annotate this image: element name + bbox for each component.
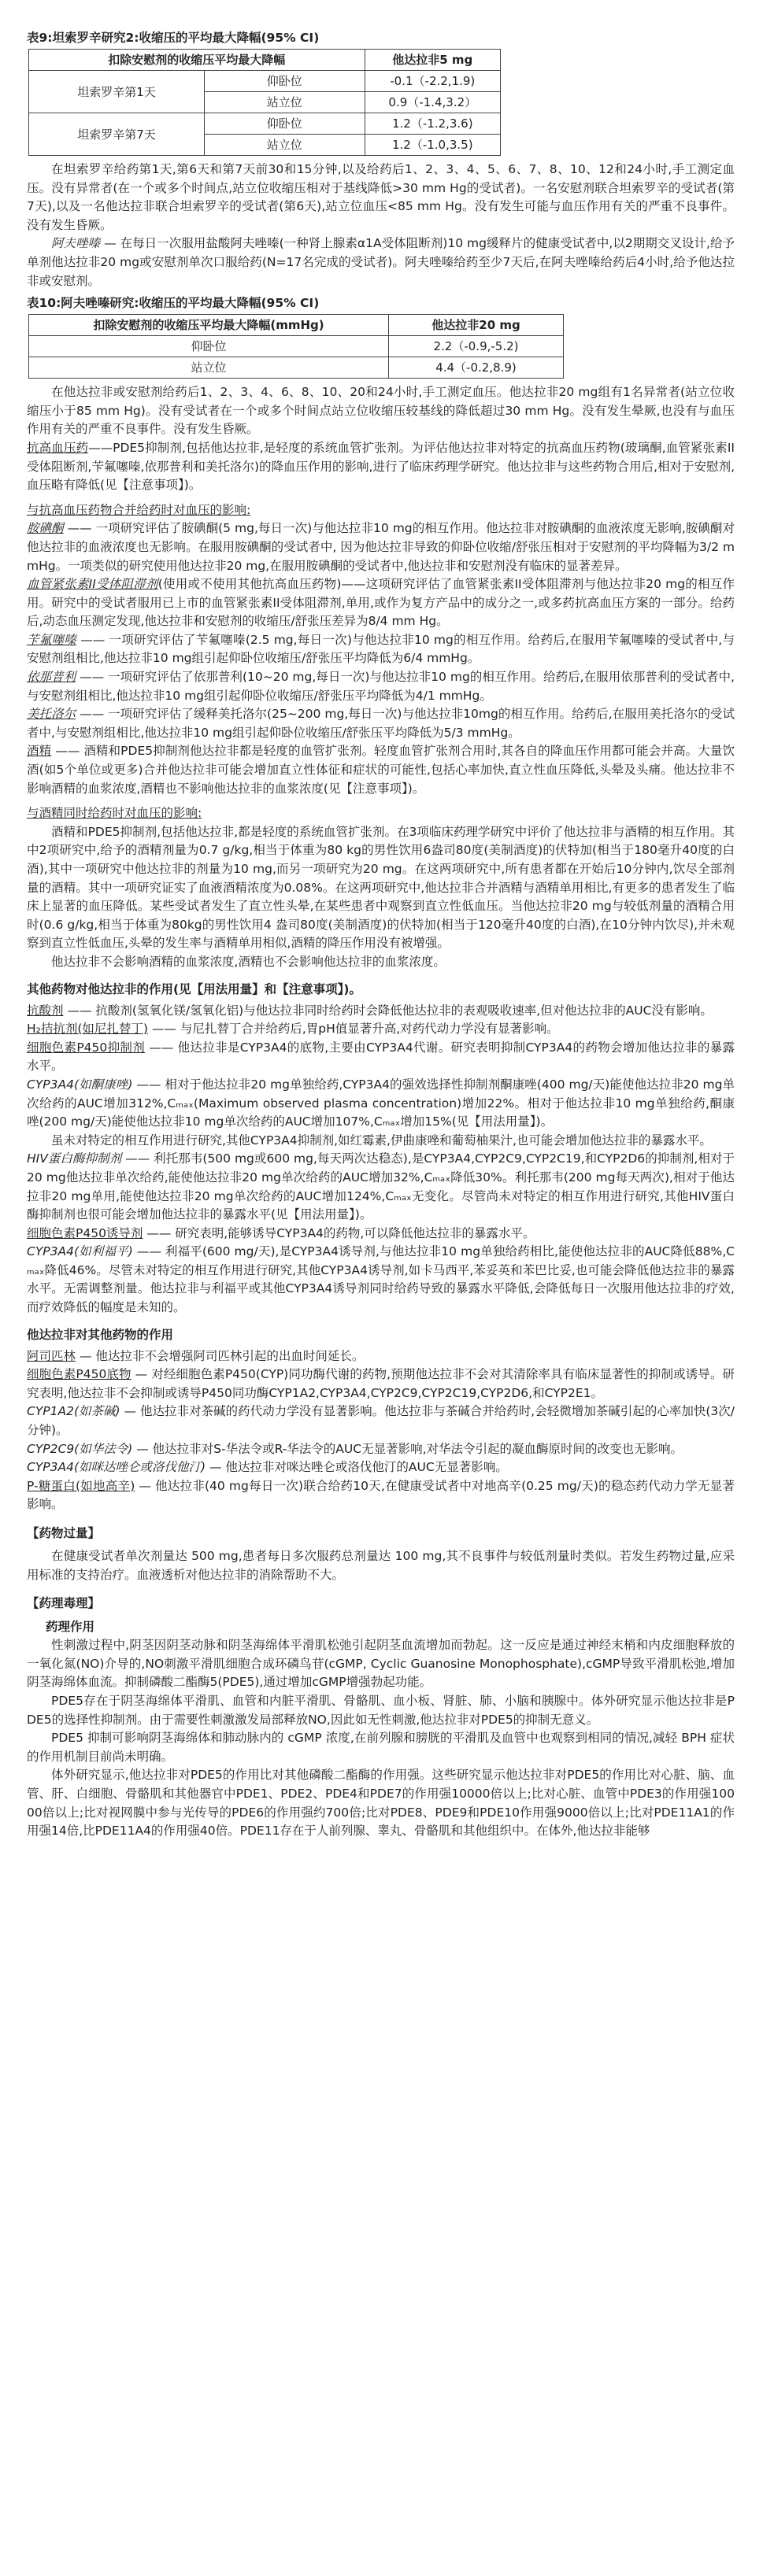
table10 xyxy=(28,314,564,379)
arb-label: 血管紧张素II受体阻滞剂 xyxy=(27,577,158,592)
cyp1a2-paragraph: CYP1A2(如茶碱) — 他达拉非对茶碱的药代动力学没有显著影响。他达拉非与茶碱合并给药时,会轻微增加茶碱引起的心率加快(3次/分钟)。 xyxy=(27,1404,735,1438)
bendrofluazide-label: 苄氟噻嗪 xyxy=(27,632,77,647)
table-row xyxy=(29,50,501,71)
table10-value: 4.4（-0.2,8.9) xyxy=(389,357,564,379)
rifampin-label: CYP3A4(如利福平) xyxy=(27,1244,133,1259)
pharmacology-paragraph-4: 体外研究显示,他达拉非对PDE5的作用比对其他磷酸二酯酶的作用强。这些研究显示他达拉非对PDE5的作用比对心脏、脑、血管、肝、白细胞、骨骼肌和其他器官中PDE1、PDE2、PDE4和PDE7的作用强10000倍以上;比对心脏、血管中PDE3的作用强10000倍以上;比对视网膜中参与光传导的PDE6的作用强约700倍;比对PDE8、PDE9和PDE10作用强9000倍以上;比对PDE11A1的作用强14倍,比PDE11A4的作用强40倍。PDE11存在于人前列腺、睾丸、骨骼肌和其他组织中。在体外,他达拉非能够 xyxy=(27,1768,735,1839)
table9-supine: 仰卧位 xyxy=(205,113,365,135)
table9 xyxy=(28,49,501,156)
table9-caption: 表9:坦索罗辛研究2:收缩压的平均最大降幅(95% CI) xyxy=(27,31,320,45)
alcohol-label: 酒精 xyxy=(27,744,52,759)
table10-value: 2.2（-0.9,-5.2) xyxy=(389,336,564,357)
bendrofluazide-paragraph: 苄氟噻嗪 —— 一项研究评估了苄氟噻嗪(2.5 mg,每日一次)与他达拉非10 mg的相互作用。给药后,在服用苄氟噻嗪的受试者中,与安慰剂组相比,他达拉非10 mg组引起仰卧位收缩压/舒张压平均降低为6/4 mmHg。 xyxy=(27,632,735,666)
cyp-inhibitor-paragraph-2: 虽未对特定的相互作用进行研究,其他CYP3A4抑制剂,如红霉素,伊曲康唑和葡萄柚果汁,也可能会增加他达拉非的暴露水平。 xyxy=(51,1133,712,1148)
cyp3a4-paragraph: CYP3A4(如咪达唑仑或洛伐他汀) — 他达拉非对咪达唑仑或洛伐他汀的AUC无显著影响。 xyxy=(27,1460,508,1475)
aspirin-paragraph: 阿司匹林 — 他达拉非不会增强阿司匹林引起的出血时间延长。 xyxy=(27,1348,365,1363)
antihypertensive-label: 抗高血压药 xyxy=(27,440,89,455)
antacid-label: 抗酸剂 xyxy=(27,1003,64,1018)
table9-standing: 站立位 xyxy=(205,92,365,113)
table9-header-2: 他达拉非5 mg xyxy=(365,50,500,71)
effects-heading: 他达拉非对其他药物的作用 xyxy=(27,1327,174,1342)
tamsulosin-paragraph: 在坦索罗辛给药第1天,第6天和第7天前30和15分钟,以及给药后1、2、3、4、5、6、7、8、10、12和24小时,手工测定血压。没有异常者(在一个或多个时间点,站立位收缩压相对于基线降低>30 mm Hg的受试者)。一名安慰剂联合坦索罗辛的受试者(第7天),以及一名他达拉非联合坦索罗辛的受试者(第6天),站立位血压<85 mm Hg。没有发生可能与血压作用有关的严重不良事件。没有发生昏厥。 xyxy=(27,162,735,232)
alcohol-paragraph-2: 酒精和PDE5抑制剂,包括他达拉非,都是轻度的系统血管扩张剂。在3项临床药理学研究中评价了他达拉非与酒精的相互作用。其中2项研究中,给予的酒精剂量为0.7 g/kg,相当于体重为80 kg的男性饮用6盎司80度(美制酒度)的伏特加(相当于180毫升40度的白酒),其中一项研究中他达拉非的剂量为10 mg,而另一项研究为20 mg。在这两项研究中,所有患者都在开始后10分钟内,饮尽全部剂量的酒精。其中一项研究证实了血液酒精浓度为0.08%。在这两项研究中,他达拉非合并酒精与酒精单用相比,有更多的患者发生了临床上显著的血压降低。某些受试者发生了直立性头晕,在某些患者中观察到直立性低血压。当他达拉非20 mg与较低剂量的酒精合用时(0.6 g/kg,相当于体重为80kg的男性饮用4 盎司80度(美制酒度)的伏特加(相当于120毫升40度的白酒),在10分钟内饮尽),并未观察到直立性低血压,头晕的发生率与酒精单用相似,酒精的降压作用没有被增强。 xyxy=(27,824,735,951)
pharmacology-subheading: 药理作用 xyxy=(46,1620,95,1635)
table10-caption: 表10:阿夫唑嗪研究:收缩压的平均最大降幅(95% CI) xyxy=(27,296,320,311)
arb-paragraph: 血管紧张素II受体阻滞剂(使用或不使用其他抗高血压药物)——这项研究评估了血管紧张素II受体阻滞剂与他达拉非20 mg的相互作用。研究中的受试者服用已上市的血管紧张素II受体阻滞剂,单用,或作为复方产品中的成分之一,或多药抗高血压方案的一部分。给药后,动态血压测定发现,他达拉非和安慰剂的收缩压/舒张压差异为8/4 mm Hg。 xyxy=(27,577,735,629)
table10-standing: 站立位 xyxy=(29,357,389,379)
table9-value: 0.9（-1.4,3.2） xyxy=(365,92,500,113)
cyp-inducer-label: 细胞色素P450诱导剂 xyxy=(27,1225,143,1240)
table10-supine: 仰卧位 xyxy=(29,336,389,357)
table9-standing: 站立位 xyxy=(205,135,365,156)
cyp1a2-label: CYP1A2(如茶碱) xyxy=(27,1404,120,1419)
hiv-label: HIV蛋白酶抑制剂 xyxy=(27,1151,122,1166)
table-row xyxy=(29,357,564,379)
other-drugs-heading: 其他药物对他达拉非的作用(见【用法用量】和【注意事项】)。 xyxy=(27,981,361,996)
alfuzosin-label: 阿夫唑嗪 xyxy=(51,236,101,251)
table-row xyxy=(29,71,501,92)
ketoconazole-label: CYP3A4(如酮康唑) xyxy=(27,1077,133,1092)
cyp-substrate-label: 细胞色素P450底物 xyxy=(27,1367,131,1382)
pgp-label: P-糖蛋白(如地高辛) xyxy=(27,1478,135,1493)
table-row xyxy=(29,336,564,357)
alcohol-paragraph: 酒精 —— 酒精和PDE5抑制剂他达拉非都是轻度的血管扩张剂。轻度血管扩张剂合用时,其各自的降血压作用都可能会并高。大量饮酒(如5个单位或更多)合并他达拉非可能会增加直立性体征和症状的可能性,包括心率加快,直立性血压降低,头晕及头痛。他达拉非不影响酒精的血浆浓度,酒精也不影响他达拉非的血浆浓度(见【注意事项】)。 xyxy=(27,744,735,796)
cyp-inhibitor-label: 细胞色素P450抑制剂 xyxy=(27,1040,146,1055)
cyp3a4-label: CYP3A4(如咪达唑仑或洛伐他汀) xyxy=(27,1460,206,1475)
table-row xyxy=(29,315,564,336)
alfuzosin-paragraph-2: 在他达拉非或安慰剂给药后1、2、3、4、6、8、10、20和24小时,手工测定血压。他达拉非20 mg组有1名异常者(站立位收缩压小于85 mm Hg)。没有受试者在一个或多个时间点站立位收缩压较基线的降低超过30 mm Hg。没有发生晕厥,也没有与血压作用有关的严重不良事件。没有发生昏厥。 xyxy=(27,385,735,437)
table9-supine: 仰卧位 xyxy=(205,71,365,92)
h2-paragraph: H₂拮抗剂(如尼扎替丁) —— 与尼扎替丁合并给药后,胃pH值显著升高,对药代动力学没有显著影响。 xyxy=(27,1022,559,1037)
metoprolol-paragraph: 美托洛尔 —— 一项研究评估了缓释美托洛尔(25~200 mg,每日一次)与他达拉非10mg的相互作用。给药后,在服用美托洛尔的受试者中,与安慰剂组相比,他达拉非10 mg组引起仰卧位收缩压/舒张压平均降低为5/3 mmHg。 xyxy=(27,707,735,740)
h2-label: H₂拮抗剂(如尼扎替丁) xyxy=(27,1022,148,1037)
amlodipine-paragraph: 胺碘酮 —— 一项研究评估了胺碘酮(5 mg,每日一次)与他达拉非10 mg的相互作用。他达拉非对胺碘酮的血液浓度无影响,胺碘酮对他达拉非的血液浓度也无影响。在服用胺碘酮的受试者中, 因为他达拉非导致的仰卧位收缩/舒张压相对于安慰剂的平均降幅为3/2 mmHg。一项类似的研究使用他达拉非20 mg,在服用胺碘酮的受试者中,他达拉非和安慰剂没有临床的显著差异。 xyxy=(27,521,735,573)
table9-value: 1.2（-1.0,3.5) xyxy=(365,135,500,156)
table9-header-1: 扣除安慰剂的收缩压平均最大降幅 xyxy=(29,50,365,71)
table9-value: 1.2（-1.2,3.6) xyxy=(365,113,500,135)
alcohol-subheading: 与酒精同时给药时对血压的影响: xyxy=(27,806,202,821)
rifampin-paragraph: CYP3A4(如利福平) —— 利福平(600 mg/天),是CYP3A4诱导剂,与他达拉非10 mg单独给药相比,能使他达拉非的AUC降低88%,Cₘₐₓ降低46%。尽管未对特定的相互作用进行研究,其他CYP3A4诱导剂,如卡马西平,苯妥英和苯巴比妥,也可能会降低他达拉非的暴露水平。无需调整剂量。他达拉非与利福平或其他CYP3A4诱导剂同时给药导致的暴露水平降低,会降低每日一次服用他达拉非的疗效,而疗效降低的幅度是未知的。 xyxy=(27,1244,735,1315)
alfuzosin-paragraph xyxy=(27,235,735,290)
pharmacology-heading: 【药理毒理】 xyxy=(27,1596,101,1611)
cyp-inhibitor-paragraph: 细胞色素P450抑制剂 —— 他达拉非是CYP3A4的底物,主要由CYP3A4代谢。研究表明抑制CYP3A4的药物会增加他达拉非的暴露水平。 xyxy=(27,1040,735,1074)
pharmacology-paragraph-3: PDE5 抑制可影响阴茎海绵体和肺动脉内的 cGMP 浓度,在前列腺和膀胱的平滑肌及血管中也观察到相同的情况,减轻 BPH 症状的作用机制目前尚未明确。 xyxy=(27,1731,735,1764)
cyp2c9-label: CYP2C9(如华法令) xyxy=(27,1441,133,1456)
ketoconazole-paragraph: CYP3A4(如酮康唑) —— 相对于他达拉非20 mg单独给药,CYP3A4的强效选择性抑制剂酮康唑(400 mg/天)能使他达拉非20 mg单次给药的AUC增加312%,Cₘₐₓ(Maximum observed plasma concentration)增加22%。相对于他达拉非10 mg单独给药,酮康唑(200 mg/天)能使他达拉非10 mg单次给药的AUC增加107%,Cₘₐₓ增加15%(见【用法用量】)。 xyxy=(27,1077,735,1129)
antihypertensive-paragraph: 抗高血压药——PDE5抑制剂,包括他达拉非,是轻度的系统血管扩张剂。为评估他达拉非对特定的抗高血压药物(玻璃酮,血管紧张素II受体阻断剂,苄氟噻嗪,依那普利和美托洛尔)的降血压作用的影响,进行了临床药理学研究。他达拉非与这些药物合用后,相对于安慰剂,血压略有降低(见【注意事项】)。 xyxy=(27,440,735,493)
table-row xyxy=(29,113,501,135)
overdose-paragraph: 在健康受试者单次剂量达 500 mg,患者每日多次服药总剂量达 100 mg,其不良事件与较低剂量时类似。若发生药物过量,应采用标准的支持治疗。血液透析对他达拉非的消除帮助不大。 xyxy=(27,1549,735,1582)
aspirin-label: 阿司匹林 xyxy=(27,1348,76,1363)
pharmacology-paragraph-2: PDE5存在于阴茎海绵体平滑肌、血管和内脏平滑肌、骨骼肌、血小板、肾脏、肺、小脑和胰腺中。体外研究显示他达拉非是PDE5的选择性抑制剂。由于需要性刺激激发局部释放NO,因此如无性刺激,他达拉非对PDE5的抑制无意义。 xyxy=(27,1693,735,1727)
table9-day1: 坦索罗辛第1天 xyxy=(29,71,205,113)
alcohol-paragraph-3: 他达拉非不会影响酒精的血浆浓度,酒精也不会影响他达拉非的血浆浓度。 xyxy=(51,954,446,969)
cyp-substrate-paragraph: 细胞色素P450底物 — 对经细胞色素P450(CYP)同功酶代谢的药物,预期他达拉非不会对其清除率具有临床显著性的抑制或诱导。研究表明,他达拉非不会抑制或诱导P450同功酶CYP1A2,CYP3A4,CYP2C9,CYP2C19,CYP2D6,和CYP2E1。 xyxy=(27,1367,735,1400)
table9-day7: 坦索罗辛第7天 xyxy=(29,113,205,156)
pharmacology-paragraph-1: 性刺激过程中,阴茎因阴茎动脉和阴茎海绵体平滑肌松弛引起阴茎血流增加而勃起。这一反应是通过神经末梢和内皮细胞释放的一氧化氮(NO)介导的,NO刺激平滑肌细胞合成环磷鸟苷(cGMP, Cyclic Guanosine Monophosphate),cGMP导致平滑肌松弛,增加阴茎海绵体血流。抑制磷酸二酯酶5(PDE5),通过增加cGMP增强勃起功能。 xyxy=(27,1638,735,1690)
enalapril-label: 依那普利 xyxy=(27,670,76,685)
table9-value: -0.1（-2.2,1.9) xyxy=(365,71,500,92)
overdose-heading: 【药物过量】 xyxy=(27,1526,101,1540)
hiv-paragraph: HIV蛋白酶抑制剂 —— 利托那韦(500 mg或600 mg,每天两次达稳态),是CYP3A4,CYP2C9,CYP2C19,和CYP2D6的抑制剂,相对于20 mg他达拉非单次给药,能使他达拉非20 mg单次给药的AUC增加32%,Cₘₐₓ降低30%。利托那韦(200 mg每天两次),相对于他达拉非20 mg单用,能使他达拉非20 mg单次给药的AUC增加124%,Cₘₐₓ无变化。尽管尚未对特定的相互作用进行研究,其他HIV蛋白酶抑制剂也很可能会增加他达拉非的暴露水平(见【用法用量】)。 xyxy=(27,1151,735,1222)
antacid-paragraph: 抗酸剂 —— 抗酸剂(氢氧化镁/氢氧化铝)与他达拉非同时给药时会降低他达拉非的表观吸收速率,但对他达拉非的AUC没有影响。 xyxy=(27,1003,713,1018)
table10-header-1: 扣除安慰剂的收缩压平均最大降幅(mmHg) xyxy=(29,315,389,336)
metoprolol-label: 美托洛尔 xyxy=(27,707,76,722)
alfuzosin-text: — 在每日一次服用盐酸阿夫唑嗪(一种肾上腺素α1A受体阻断剂)10 mg缓释片的健康受试者中,以2期期交叉设计,给予单剂他达拉非20 mg或安慰剂单次口服给药(N=17名完成的受试者)。阿夫唑嗪给药至少7天后,在阿夫唑嗪给药后4小时,给予他达拉非或安慰剂。 xyxy=(27,236,735,288)
pgp-paragraph: P-糖蛋白(如地高辛) — 他达拉非(40 mg每日一次)联合给药10天,在健康受试者中对地高辛(0.25 mg/天)的稳态药代动力学无显著影响。 xyxy=(27,1478,735,1512)
enalapril-paragraph: 依那普利 —— 一项研究评估了依那普利(10~20 mg,每日一次)与他达拉非10 mg的相互作用。给药后,在服用依那普利的受试者中,与安慰剂组相比,他达拉非10 mg组引起仰卧位收缩压/舒张压平均降低为4/1 mmHg。 xyxy=(27,670,735,703)
cyp-inducer-paragraph: 细胞色素P450诱导剂 —— 研究表明,能够诱导CYP3A4的药物,可以降低他达拉非的暴露水平。 xyxy=(27,1225,535,1240)
table10-header-2: 他达拉非20 mg xyxy=(389,315,564,336)
antihypertensive-subheading: 与抗高血压药物合并给药时对血压的影响: xyxy=(27,502,251,517)
cyp2c9-paragraph: CYP2C9(如华法令) — 他达拉非对S-华法令或R-华法令的AUC无显著影响,对华法令引起的凝血酶原时间的改变也无影响。 xyxy=(27,1441,683,1456)
amlodipine-label: 胺碘酮 xyxy=(27,521,64,536)
